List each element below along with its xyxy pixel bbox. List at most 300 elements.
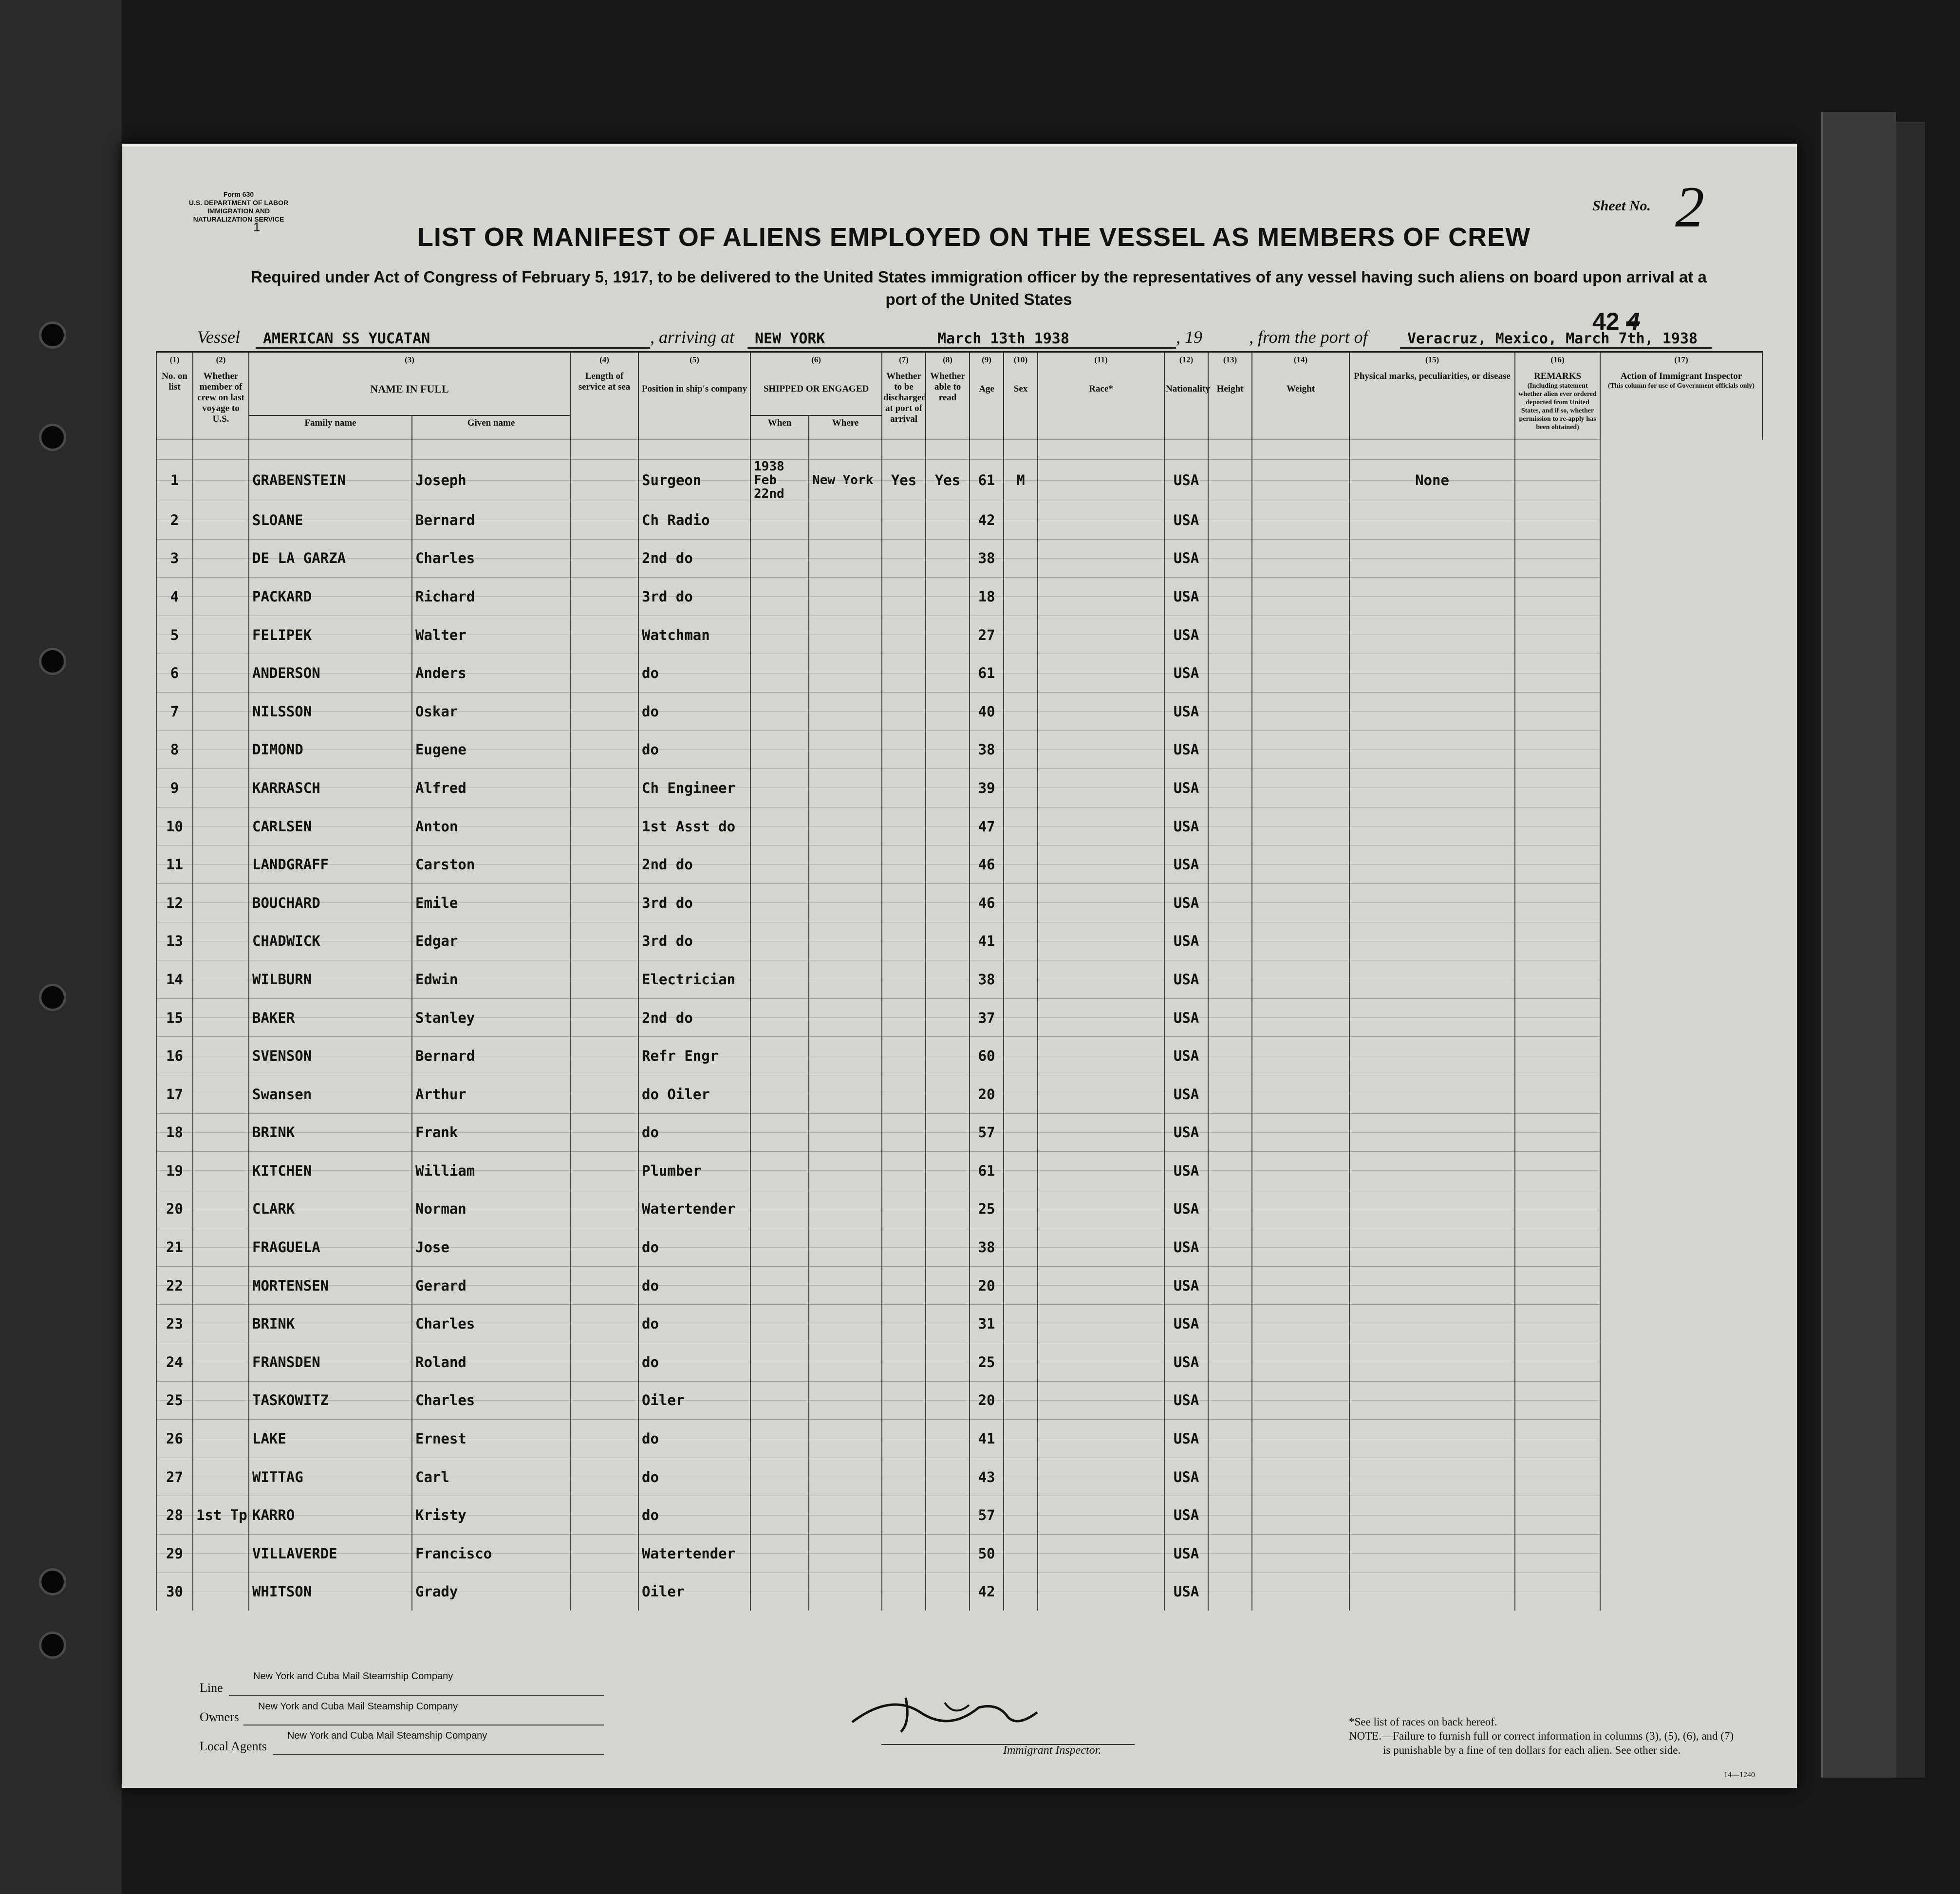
remarks-cell xyxy=(1515,578,1600,616)
able-to-read-cell xyxy=(926,578,970,616)
crew-last-voyage-cell xyxy=(193,1075,249,1113)
weight-cell xyxy=(1252,654,1349,693)
vessel-line xyxy=(158,319,1712,351)
shipped-where-cell xyxy=(809,883,882,922)
height-cell xyxy=(1208,539,1252,578)
table-row xyxy=(156,1075,1762,1113)
discharged-cell xyxy=(882,1075,926,1113)
shipped-when-cell xyxy=(750,1305,809,1343)
length-of-service-cell xyxy=(570,1573,638,1611)
remarks-cell xyxy=(1515,654,1600,693)
remarks-cell xyxy=(1515,460,1600,501)
nationality-cell: USA xyxy=(1164,501,1208,540)
table-row xyxy=(156,883,1762,922)
nationality-cell: USA xyxy=(1164,1075,1208,1113)
line-label: Line xyxy=(200,1681,223,1695)
height-cell xyxy=(1208,654,1252,693)
age-cell: 27 xyxy=(970,616,1004,654)
header-race: Race* xyxy=(1038,369,1164,440)
given-name-cell: Frank xyxy=(412,1113,570,1152)
nationality-cell: USA xyxy=(1164,998,1208,1037)
discharged-cell xyxy=(882,1420,926,1458)
note-line: is punishable by a fine of ten dollars for each alien. See other side. xyxy=(1383,1744,1681,1756)
position-cell: 3rd do xyxy=(638,578,750,616)
length-of-service-cell xyxy=(570,845,638,884)
remarks-cell xyxy=(1515,1343,1600,1382)
form-info xyxy=(180,190,297,224)
height-cell xyxy=(1208,883,1252,922)
given-name-cell: Gerard xyxy=(412,1266,570,1305)
age-cell: 20 xyxy=(970,1075,1004,1113)
shipped-when-cell xyxy=(750,1113,809,1152)
physical-marks-cell xyxy=(1349,998,1515,1037)
sex-cell xyxy=(1004,922,1038,960)
given-name-cell: Edwin xyxy=(412,960,570,999)
race-cell xyxy=(1038,1190,1164,1228)
given-name-cell: Charles xyxy=(412,1381,570,1420)
given-name-cell: Grady xyxy=(412,1573,570,1611)
age-cell: 42 xyxy=(970,1573,1004,1611)
sex-cell xyxy=(1004,960,1038,999)
position-cell: Ch Radio xyxy=(638,501,750,540)
age-cell: 46 xyxy=(970,845,1004,884)
col-num: (9) xyxy=(970,352,1004,370)
height-cell xyxy=(1208,1381,1252,1420)
row-number-cell: 18 xyxy=(156,1113,193,1152)
shipped-where-cell xyxy=(809,1228,882,1267)
family-name-cell: DIMOND xyxy=(249,731,412,769)
height-cell xyxy=(1208,1573,1252,1611)
weight-cell xyxy=(1252,1228,1349,1267)
age-cell: 60 xyxy=(970,1037,1004,1075)
race-cell xyxy=(1038,1266,1164,1305)
physical-marks-cell xyxy=(1349,845,1515,884)
race-cell xyxy=(1038,1458,1164,1496)
able-to-read-cell xyxy=(926,1075,970,1113)
position-cell: Surgeon xyxy=(638,460,750,501)
position-cell: 2nd do xyxy=(638,998,750,1037)
weight-cell xyxy=(1252,1075,1349,1113)
physical-marks-cell xyxy=(1349,1305,1515,1343)
row-number-cell: 26 xyxy=(156,1420,193,1458)
family-name-cell: FRANSDEN xyxy=(249,1343,412,1382)
weight-cell xyxy=(1252,1190,1349,1228)
shipped-when-cell: 1938 Feb 22nd xyxy=(750,460,809,501)
given-name-cell: Walter xyxy=(412,616,570,654)
crew-last-voyage-cell xyxy=(193,769,249,807)
shipped-where-cell: New York xyxy=(809,460,882,501)
height-cell xyxy=(1208,1266,1252,1305)
row-number-cell: 6 xyxy=(156,654,193,693)
sex-cell xyxy=(1004,845,1038,884)
shipped-where-cell xyxy=(809,1343,882,1382)
family-name-cell: MORTENSEN xyxy=(249,1266,412,1305)
physical-marks-cell xyxy=(1349,616,1515,654)
physical-marks-cell xyxy=(1349,1573,1515,1611)
length-of-service-cell xyxy=(570,1075,638,1113)
able-to-read-cell xyxy=(926,1420,970,1458)
sex-cell xyxy=(1004,883,1038,922)
shipped-when-cell xyxy=(750,616,809,654)
row-number-cell: 1 xyxy=(156,460,193,501)
able-to-read-cell xyxy=(926,1305,970,1343)
length-of-service-cell xyxy=(570,1190,638,1228)
race-cell xyxy=(1038,616,1164,654)
agents-label: Local Agents xyxy=(200,1739,267,1753)
row-number-cell: 28 xyxy=(156,1496,193,1535)
nationality-cell: USA xyxy=(1164,731,1208,769)
nationality-cell: USA xyxy=(1164,460,1208,501)
nationality-cell: USA xyxy=(1164,1305,1208,1343)
height-cell xyxy=(1208,1190,1252,1228)
given-name-cell: Ernest xyxy=(412,1420,570,1458)
weight-cell xyxy=(1252,692,1349,731)
height-cell xyxy=(1208,731,1252,769)
discharged-cell xyxy=(882,998,926,1037)
shipped-where-cell xyxy=(809,1381,882,1420)
discharged-cell xyxy=(882,1228,926,1267)
physical-marks-cell xyxy=(1349,539,1515,578)
page-stack xyxy=(1821,112,1896,1778)
page-subtitle xyxy=(209,266,1748,311)
length-of-service-cell xyxy=(570,1152,638,1190)
family-name-cell: Swansen xyxy=(249,1075,412,1113)
remarks-cell xyxy=(1515,1037,1600,1075)
remarks-cell xyxy=(1515,769,1600,807)
remarks-cell xyxy=(1515,731,1600,769)
nationality-cell: USA xyxy=(1164,769,1208,807)
sex-cell xyxy=(1004,769,1038,807)
col-num: (10) xyxy=(1004,352,1038,370)
shipped-when-cell xyxy=(750,692,809,731)
row-number-cell: 11 xyxy=(156,845,193,884)
nationality-cell: USA xyxy=(1164,1113,1208,1152)
length-of-service-cell xyxy=(570,460,638,501)
position-cell: do xyxy=(638,731,750,769)
race-cell xyxy=(1038,1496,1164,1535)
col-num: (6) xyxy=(750,352,882,370)
discharged-cell xyxy=(882,1381,926,1420)
race-cell xyxy=(1038,807,1164,845)
family-name-cell: FELIPEK xyxy=(249,616,412,654)
shipped-where-cell xyxy=(809,692,882,731)
row-number-cell: 27 xyxy=(156,1458,193,1496)
able-to-read-cell xyxy=(926,1113,970,1152)
weight-cell xyxy=(1252,1535,1349,1573)
col-num: (7) xyxy=(882,352,926,370)
departure-port: Veracruz, Mexico, March 7th, 1938 xyxy=(1407,330,1698,347)
remarks-cell xyxy=(1515,1573,1600,1611)
age-cell: 40 xyxy=(970,692,1004,731)
weight-cell xyxy=(1252,769,1349,807)
age-cell: 38 xyxy=(970,1228,1004,1267)
row-number-cell: 15 xyxy=(156,998,193,1037)
table-row xyxy=(156,692,1762,731)
year-label: , 19 xyxy=(1176,327,1202,347)
position-cell: Watertender xyxy=(638,1190,750,1228)
age-cell: 57 xyxy=(970,1113,1004,1152)
stamp-struck: 4 xyxy=(1626,308,1640,335)
crew-last-voyage-cell xyxy=(193,1266,249,1305)
length-of-service-cell xyxy=(570,1496,638,1535)
shipped-when-cell xyxy=(750,1228,809,1267)
family-name-cell: GRABENSTEIN xyxy=(249,460,412,501)
remarks-cell xyxy=(1515,1381,1600,1420)
able-to-read-cell xyxy=(926,1458,970,1496)
crew-last-voyage-cell xyxy=(193,616,249,654)
physical-marks-cell xyxy=(1349,1535,1515,1573)
remarks-title: REMARKS xyxy=(1533,371,1582,381)
race-cell xyxy=(1038,1535,1164,1573)
race-cell xyxy=(1038,654,1164,693)
header-height: Height xyxy=(1208,369,1252,440)
position-cell: do xyxy=(638,1113,750,1152)
physical-marks-cell xyxy=(1349,922,1515,960)
able-to-read-cell xyxy=(926,1343,970,1382)
sex-cell xyxy=(1004,731,1038,769)
able-to-read-cell xyxy=(926,883,970,922)
table-row xyxy=(156,998,1762,1037)
able-to-read-cell xyxy=(926,998,970,1037)
sex-cell xyxy=(1004,1458,1038,1496)
position-cell: do Oiler xyxy=(638,1075,750,1113)
nationality-cell: USA xyxy=(1164,616,1208,654)
weight-cell xyxy=(1252,1458,1349,1496)
position-cell: 1st Asst do xyxy=(638,807,750,845)
sex-cell xyxy=(1004,654,1038,693)
remarks-cell xyxy=(1515,922,1600,960)
spacer-row xyxy=(156,440,1762,460)
age-cell: 61 xyxy=(970,1152,1004,1190)
remarks-cell xyxy=(1515,1305,1600,1343)
weight-cell xyxy=(1252,616,1349,654)
shipped-when-cell xyxy=(750,1573,809,1611)
shipped-where-cell xyxy=(809,1573,882,1611)
able-to-read-cell xyxy=(926,1266,970,1305)
length-of-service-cell xyxy=(570,501,638,540)
shipped-when-cell xyxy=(750,807,809,845)
remarks-cell xyxy=(1515,1075,1600,1113)
discharged-cell xyxy=(882,960,926,999)
crew-last-voyage-cell xyxy=(193,1113,249,1152)
page-title: LIST OR MANIFEST OF ALIENS EMPLOYED ON THE VESSEL AS MEMBERS OF CREW xyxy=(417,223,1531,252)
weight-cell xyxy=(1252,1496,1349,1535)
crew-last-voyage-cell xyxy=(193,654,249,693)
remarks-cell xyxy=(1515,1228,1600,1267)
header-age: Age xyxy=(970,369,1004,440)
race-cell xyxy=(1038,1343,1164,1382)
vessel-name: AMERICAN SS YUCATAN xyxy=(263,330,430,347)
position-cell: Oiler xyxy=(638,1573,750,1611)
able-to-read-cell xyxy=(926,1190,970,1228)
race-cell xyxy=(1038,1228,1164,1267)
row-number-cell: 20 xyxy=(156,1190,193,1228)
print-code: 14—1240 xyxy=(1724,1771,1755,1779)
nationality-cell: USA xyxy=(1164,1152,1208,1190)
row-number-cell: 16 xyxy=(156,1037,193,1075)
nationality-cell: USA xyxy=(1164,960,1208,999)
crew-last-voyage-cell: 1st Tp xyxy=(193,1496,249,1535)
race-cell xyxy=(1038,578,1164,616)
position-cell: 3rd do xyxy=(638,922,750,960)
table-row xyxy=(156,654,1762,693)
able-to-read-cell xyxy=(926,692,970,731)
family-name-cell: BOUCHARD xyxy=(249,883,412,922)
remarks-cell xyxy=(1515,807,1600,845)
sex-cell xyxy=(1004,1420,1038,1458)
height-cell xyxy=(1208,1152,1252,1190)
discharged-cell xyxy=(882,922,926,960)
sex-cell xyxy=(1004,1228,1038,1267)
able-to-read-cell xyxy=(926,731,970,769)
header-name-in-full: NAME IN FULL xyxy=(249,369,570,415)
given-name-cell: Oskar xyxy=(412,692,570,731)
race-cell xyxy=(1038,1113,1164,1152)
remarks-cell xyxy=(1515,1266,1600,1305)
sex-cell xyxy=(1004,539,1038,578)
table-row xyxy=(156,960,1762,999)
remarks-cell xyxy=(1515,1496,1600,1535)
family-name-cell: PACKARD xyxy=(249,578,412,616)
age-cell: 42 xyxy=(970,501,1004,540)
nationality-cell: USA xyxy=(1164,922,1208,960)
col-num: (1) xyxy=(156,352,193,370)
physical-marks-cell xyxy=(1349,1037,1515,1075)
col-num: (15) xyxy=(1349,352,1515,370)
weight-cell xyxy=(1252,578,1349,616)
shipped-when-cell xyxy=(750,922,809,960)
able-to-read-cell xyxy=(926,654,970,693)
sex-cell xyxy=(1004,1343,1038,1382)
age-cell: 18 xyxy=(970,578,1004,616)
arriving-label: , arriving at xyxy=(650,327,735,347)
race-cell xyxy=(1038,1037,1164,1075)
nationality-cell: USA xyxy=(1164,1458,1208,1496)
length-of-service-cell xyxy=(570,960,638,999)
shipped-when-cell xyxy=(750,845,809,884)
physical-marks-cell xyxy=(1349,692,1515,731)
table-row xyxy=(156,1343,1762,1382)
position-cell: do xyxy=(638,692,750,731)
footer xyxy=(200,1666,1758,1779)
table-row xyxy=(156,922,1762,960)
discharged-cell xyxy=(882,1037,926,1075)
sex-cell xyxy=(1004,578,1038,616)
table-row xyxy=(156,501,1762,540)
family-name-cell: TASKOWITZ xyxy=(249,1381,412,1420)
header-given-name: Given name xyxy=(412,415,570,440)
table-row xyxy=(156,1381,1762,1420)
given-name-cell: Roland xyxy=(412,1343,570,1382)
table-row xyxy=(156,1228,1762,1267)
shipped-where-cell xyxy=(809,731,882,769)
nationality-cell: USA xyxy=(1164,1381,1208,1420)
race-cell xyxy=(1038,960,1164,999)
row-number-cell: 23 xyxy=(156,1305,193,1343)
race-cell xyxy=(1038,1305,1164,1343)
sex-cell xyxy=(1004,1152,1038,1190)
sheet-number: 2 xyxy=(1675,174,1704,239)
shipped-when-cell xyxy=(750,998,809,1037)
row-number-cell: 22 xyxy=(156,1266,193,1305)
discharged-cell xyxy=(882,769,926,807)
given-name-cell: Bernard xyxy=(412,1037,570,1075)
family-name-cell: SVENSON xyxy=(249,1037,412,1075)
weight-cell xyxy=(1252,731,1349,769)
family-name-cell: KITCHEN xyxy=(249,1152,412,1190)
physical-marks-cell xyxy=(1349,807,1515,845)
nationality-cell: USA xyxy=(1164,1266,1208,1305)
row-number-cell: 2 xyxy=(156,501,193,540)
crew-last-voyage-cell xyxy=(193,731,249,769)
shipped-when-cell xyxy=(750,1496,809,1535)
sex-cell xyxy=(1004,1305,1038,1343)
remarks-cell xyxy=(1515,845,1600,884)
physical-marks-cell xyxy=(1349,1190,1515,1228)
discharged-cell xyxy=(882,501,926,540)
table-row xyxy=(156,1535,1762,1573)
height-cell xyxy=(1208,998,1252,1037)
height-cell xyxy=(1208,807,1252,845)
weight-cell xyxy=(1252,1113,1349,1152)
sex-cell xyxy=(1004,692,1038,731)
remarks-cell xyxy=(1515,539,1600,578)
shipped-when-cell xyxy=(750,1266,809,1305)
shipped-where-cell xyxy=(809,501,882,540)
column-number-row xyxy=(156,352,1762,370)
position-cell: do xyxy=(638,1228,750,1267)
header-discharged: Whether to be discharged at port of arrival xyxy=(882,369,926,440)
position-cell: 2nd do xyxy=(638,539,750,578)
shipped-where-cell xyxy=(809,616,882,654)
discharged-cell xyxy=(882,1305,926,1343)
length-of-service-cell xyxy=(570,1113,638,1152)
sex-cell xyxy=(1004,1266,1038,1305)
weight-cell xyxy=(1252,1381,1349,1420)
position-cell: Ch Engineer xyxy=(638,769,750,807)
nationality-cell: USA xyxy=(1164,1420,1208,1458)
shipped-when-cell xyxy=(750,1190,809,1228)
height-cell xyxy=(1208,1113,1252,1152)
action-note: (This column for use of Government officials only) xyxy=(1607,382,1755,390)
table-row xyxy=(156,769,1762,807)
shipped-where-cell xyxy=(809,539,882,578)
col-num: (13) xyxy=(1208,352,1252,370)
able-to-read-cell xyxy=(926,1381,970,1420)
sex-cell xyxy=(1004,1113,1038,1152)
length-of-service-cell xyxy=(570,1305,638,1343)
sex-cell xyxy=(1004,616,1038,654)
crew-last-voyage-cell xyxy=(193,883,249,922)
stamp-number: 42 xyxy=(1592,308,1620,335)
shipped-when-cell xyxy=(750,1420,809,1458)
race-cell xyxy=(1038,769,1164,807)
col-num: (5) xyxy=(638,352,750,370)
crew-last-voyage-cell xyxy=(193,1343,249,1382)
position-cell: do xyxy=(638,1305,750,1343)
col-num: (16) xyxy=(1515,352,1600,370)
table-row xyxy=(156,1037,1762,1075)
crew-last-voyage-cell xyxy=(193,578,249,616)
race-cell xyxy=(1038,539,1164,578)
owners-label: Owners xyxy=(200,1710,239,1724)
nationality-cell: USA xyxy=(1164,883,1208,922)
header-whether-member: Whether member of crew on last voyage to U.S. xyxy=(193,369,249,440)
crew-last-voyage-cell xyxy=(193,807,249,845)
given-name-cell: Arthur xyxy=(412,1075,570,1113)
header-where: Where xyxy=(809,415,882,440)
crew-last-voyage-cell xyxy=(193,1573,249,1611)
